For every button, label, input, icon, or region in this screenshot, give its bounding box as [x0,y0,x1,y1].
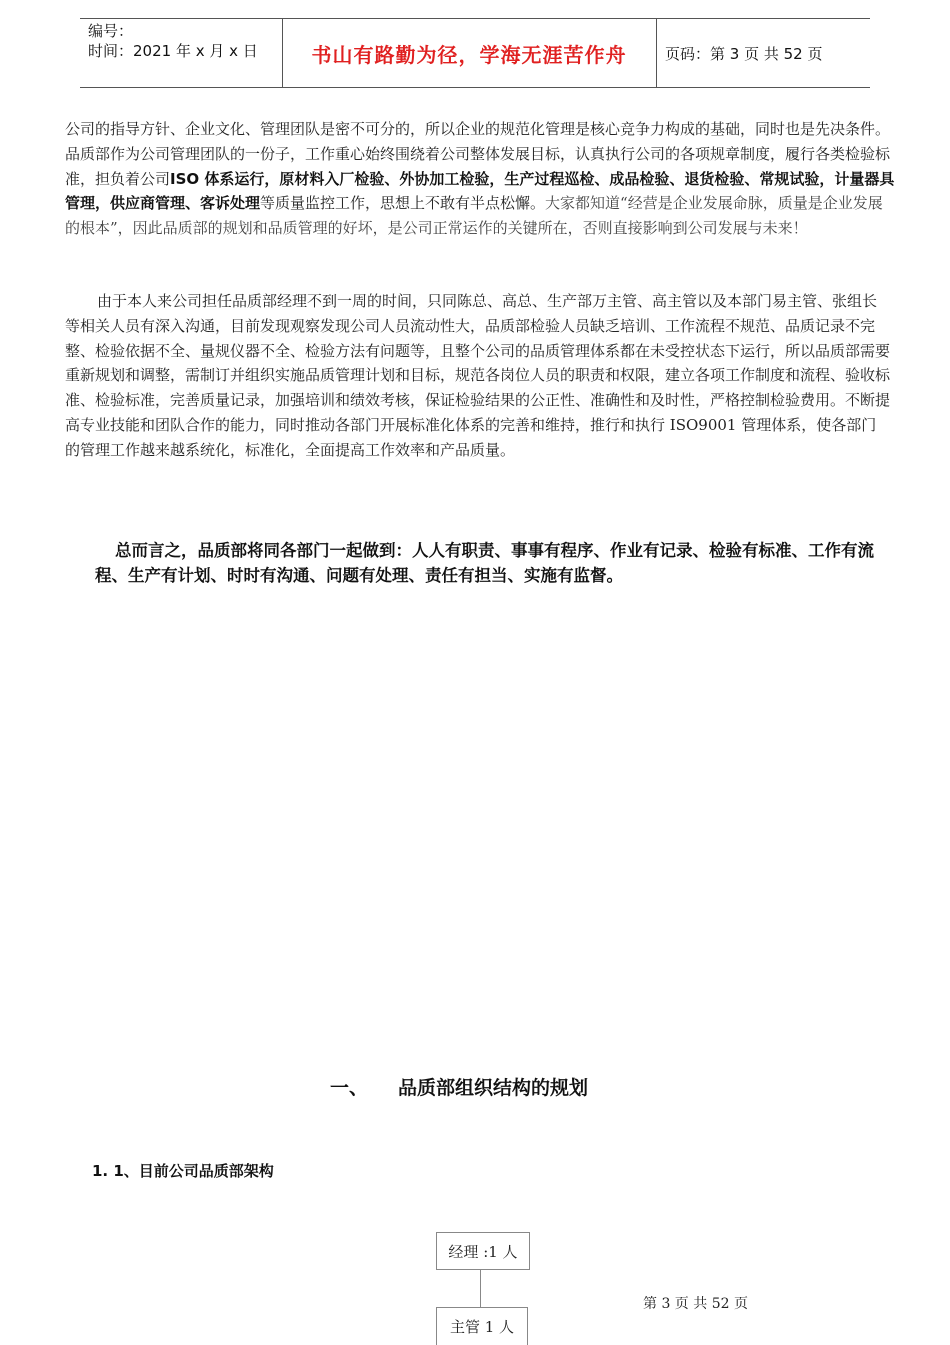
org-connector [480,1269,481,1307]
intro-bold-duties: ISO 体系运行，原材料入厂检验、外协加工检验，生产过程巡检、成品检验、退货检验、常规试验，计量器具管理，供应商管理、客诉处理 [65,169,895,213]
section-number: 一、 [330,1077,369,1099]
org-box-manager: 经理 :1 人 [436,1232,530,1270]
intro-text: 公司的指导方针、企业文化、管理团队是密不可分的，所以企业的规范化管理是核心竞争力构成的基础，同时也是先决条件。品质部作为公司管理团队的一份子，工作重心始终围绕着公司整体发展目标，认真执行公司的各项规章制度，履行各类检验标准，担负着公司 [65,120,891,188]
header-meta [88,21,258,61]
time-label: 时间：2021 年 x 月 x 日 [88,42,258,60]
serial-label: 编号： [88,22,134,40]
summary-paragraph: 总而言之，品质部将同各部门一起做到：人人有职责、事事有程序、作业有记录、检验有标准、工作有流程、生产有计划、时时有沟通、问题有处理、责任有担当、实施有监督。 [95,541,874,585]
org-box-supervisor: 主管 1 人 [436,1307,528,1345]
header-divider [656,19,657,87]
header-motto: 书山有路勤为径，学海无涯苦作舟 [311,42,627,67]
section-title: 品质部组织结构的规划 [398,1077,589,1099]
subsection-heading: 1. 1、目前公司品质部架构 [92,1162,274,1180]
page-footer: 第 3 页 共 52 页 [643,1296,748,1312]
intro-text-2: 等质量监控工作，思想上不敢有半点松懈。 [260,194,546,213]
intro-paragraph [65,117,895,241]
intro-quote: 大家都知道“经营是企业发展命脉，质量是企业发展的根本”，因此品质部的规划和品质管理的好坏，是公司正常运作的关键所在，否则直接影响到公司发展与未来！ [65,194,883,238]
page-header [80,18,870,88]
body-paragraph: 由于本人来公司担任品质部经理不到一周的时间，只同陈总、高总、生产部万主管、高主管以及本部门易主管、张组长等相关人员有深入沟通，目前发现观察发现公司人员流动性大，品质部检验人员缺乏培训、工作流程不规范、品质记录不完整、检验依据不全、量规仪器不全、检验方法有问题等，且整个公司的品质管理体系都在未受控状态下运行，所以品质部需要重新规划和调整，需制订并组织实施品质管理计划和目标，规范各岗位人员的职责和权限，建立各项工作制度和流程、验收标准、检验标准，完善质量记录，加强培训和绩效考核，保证检验结果的公正性、准确性和及时性，严格控制检验费用。不断提高专业技能和团队合作的能力，同时推动各部门开展标准化体系的完善和维持，推行和执行 ISO9001 管理体系，使各部门的管理工作越来越系统化，标准化，全面提高工作效率和产品质量。 [65,292,891,459]
header-page-info: 页码：第 3 页 共 52 页 [665,45,823,63]
section-heading [330,1073,588,1100]
